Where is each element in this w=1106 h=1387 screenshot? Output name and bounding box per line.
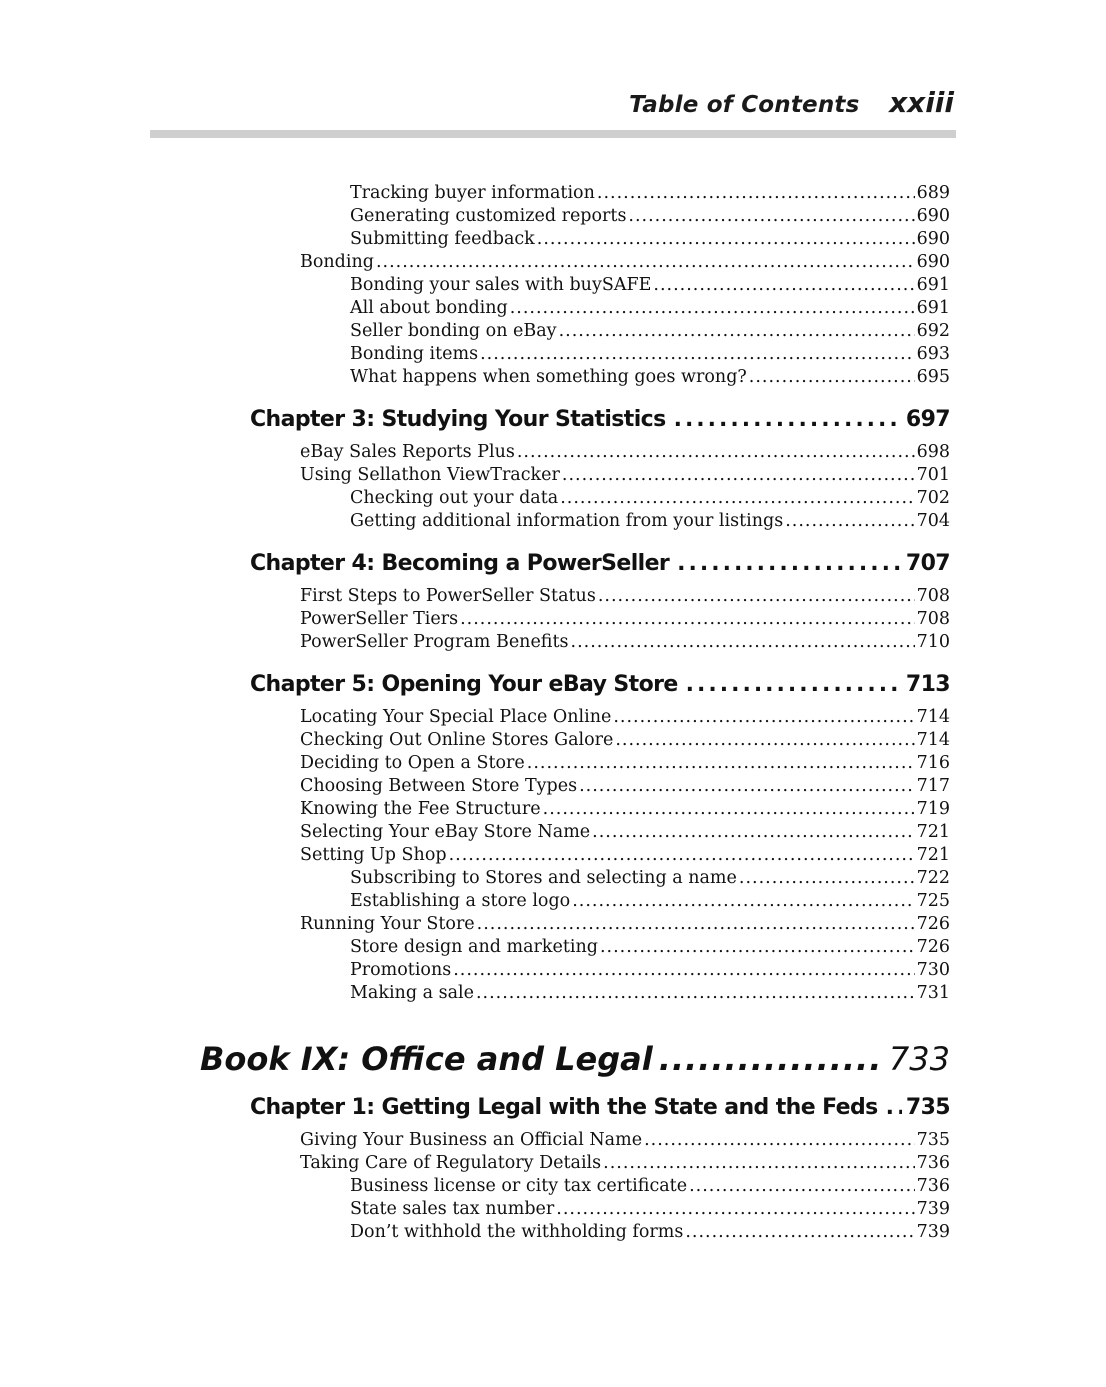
toc-entry-page: 695 bbox=[916, 367, 950, 387]
dot-leader bbox=[537, 228, 915, 251]
dot-leader bbox=[477, 913, 915, 936]
dot-leader bbox=[571, 631, 915, 654]
toc-entry-title: Setting Up Shop bbox=[300, 845, 447, 865]
toc-entry-title: Using Sellathon ViewTracker bbox=[300, 465, 560, 485]
toc-entry[interactable] bbox=[350, 182, 950, 205]
toc-entry[interactable] bbox=[350, 936, 950, 959]
dot-leader bbox=[628, 205, 914, 228]
toc-entry-page: 691 bbox=[916, 275, 950, 295]
toc-entry[interactable] bbox=[350, 487, 950, 510]
toc-entry[interactable] bbox=[350, 867, 950, 890]
toc-entry-page: 719 bbox=[916, 799, 950, 819]
dot-leader bbox=[674, 403, 902, 437]
toc-entry[interactable] bbox=[350, 959, 950, 982]
header-rule bbox=[150, 130, 956, 138]
toc-entry[interactable] bbox=[300, 844, 950, 867]
chapter-heading[interactable] bbox=[250, 1091, 950, 1125]
chapter-page: 713 bbox=[905, 672, 950, 697]
toc-entry-title: Getting additional information from your listings bbox=[350, 511, 784, 531]
dot-leader bbox=[560, 487, 914, 510]
toc-entry[interactable] bbox=[350, 510, 950, 533]
toc-entry-page: 730 bbox=[916, 960, 950, 980]
running-head-title: Table of Contents bbox=[629, 92, 860, 118]
chapter-title: Chapter 4: Becoming a PowerSeller bbox=[250, 551, 670, 576]
dot-leader bbox=[644, 1129, 915, 1152]
toc-entry-page: 725 bbox=[916, 891, 950, 911]
dot-leader bbox=[376, 251, 915, 274]
toc-entry-page: 736 bbox=[916, 1153, 950, 1173]
dot-leader bbox=[659, 1033, 879, 1085]
toc-entry-page: 714 bbox=[916, 707, 950, 727]
dot-leader bbox=[579, 775, 915, 798]
dot-leader bbox=[517, 441, 915, 464]
dot-leader bbox=[686, 668, 902, 702]
toc-entry-page: 689 bbox=[916, 183, 950, 203]
toc-entry-page: 721 bbox=[916, 845, 950, 865]
toc-entry[interactable] bbox=[350, 366, 950, 389]
toc-entry[interactable] bbox=[350, 1198, 950, 1221]
dot-leader bbox=[559, 320, 915, 343]
toc-entry-page: 710 bbox=[916, 632, 950, 652]
toc-entry[interactable] bbox=[350, 343, 950, 366]
dot-leader bbox=[562, 464, 915, 487]
chapter-heading[interactable] bbox=[250, 547, 950, 581]
toc-entry-title: All about bonding bbox=[350, 298, 508, 318]
book-heading[interactable] bbox=[200, 1033, 950, 1085]
toc-entry-title: Locating Your Special Place Online bbox=[300, 707, 612, 727]
toc-entry-title: Bonding your sales with buySAFE bbox=[350, 275, 652, 295]
toc-entry-title: Making a sale bbox=[350, 983, 474, 1003]
toc-entry-page: 739 bbox=[916, 1222, 950, 1242]
toc-entry-page: 717 bbox=[916, 776, 950, 796]
toc-entry[interactable] bbox=[300, 631, 950, 654]
toc-entry[interactable] bbox=[300, 608, 950, 631]
toc-entry-title: Knowing the Fee Structure bbox=[300, 799, 541, 819]
chapter-page: 707 bbox=[905, 551, 950, 576]
toc-entry-page: 735 bbox=[916, 1130, 950, 1150]
toc-entry-title: Subscribing to Stores and selecting a name bbox=[350, 868, 737, 888]
dot-leader bbox=[527, 752, 915, 775]
toc-entry-title: Taking Care of Regulatory Details bbox=[300, 1153, 602, 1173]
toc-entry-page: 691 bbox=[916, 298, 950, 318]
toc-entry-page: 693 bbox=[916, 344, 950, 364]
dot-leader bbox=[480, 343, 915, 366]
dot-leader bbox=[613, 706, 914, 729]
toc-entry-title: Tracking buyer information bbox=[350, 183, 595, 203]
dot-leader bbox=[510, 297, 915, 320]
toc-entry[interactable] bbox=[350, 890, 950, 913]
dot-leader bbox=[460, 608, 914, 631]
toc-entry[interactable] bbox=[350, 1221, 950, 1244]
dot-leader bbox=[543, 798, 915, 821]
dot-leader bbox=[449, 844, 915, 867]
chapter-page: 735 bbox=[905, 1095, 950, 1120]
toc-entry-title: Seller bonding on eBay bbox=[350, 321, 557, 341]
toc-entry-page: 731 bbox=[916, 983, 950, 1003]
toc-entry[interactable] bbox=[300, 464, 950, 487]
toc-entry-title: Checking Out Online Stores Galore bbox=[300, 730, 614, 750]
toc-entry-page: 690 bbox=[916, 206, 950, 226]
dot-leader bbox=[689, 1175, 915, 1198]
dot-leader bbox=[598, 585, 915, 608]
dot-leader bbox=[600, 936, 915, 959]
toc-entry-page: 690 bbox=[916, 229, 950, 249]
toc-entry[interactable] bbox=[350, 982, 950, 1005]
toc-entry[interactable] bbox=[300, 798, 950, 821]
toc-entry[interactable] bbox=[300, 821, 950, 844]
toc-entry-page: 736 bbox=[916, 1176, 950, 1196]
toc-entry[interactable] bbox=[300, 729, 950, 752]
toc-entry-page: 726 bbox=[916, 937, 950, 957]
toc-entry-page: 708 bbox=[916, 586, 950, 606]
toc-entry-title: Business license or city tax certificate bbox=[350, 1176, 688, 1196]
dot-leader bbox=[685, 1221, 914, 1244]
toc-entry-page: 716 bbox=[916, 753, 950, 773]
dot-leader bbox=[739, 867, 915, 890]
dot-leader bbox=[556, 1198, 914, 1221]
toc-entry-title: Promotions bbox=[350, 960, 452, 980]
dot-leader bbox=[653, 274, 914, 297]
toc-entry-title: Establishing a store logo bbox=[350, 891, 571, 911]
dot-leader bbox=[603, 1152, 914, 1175]
toc-entry-title: Bonding items bbox=[350, 344, 479, 364]
toc-entry-title: Submitting feedback bbox=[350, 229, 535, 249]
toc-entry[interactable] bbox=[300, 706, 950, 729]
toc-entry-page: 692 bbox=[916, 321, 950, 341]
toc-entry-title: Bonding bbox=[300, 252, 374, 272]
toc-entry[interactable] bbox=[300, 913, 950, 936]
toc-entry-title: Store design and marketing bbox=[350, 937, 598, 957]
toc-entry-title: Giving Your Business an Official Name bbox=[300, 1130, 643, 1150]
chapter-title: Chapter 5: Opening Your eBay Store bbox=[250, 672, 678, 697]
chapter-title: Chapter 1: Getting Legal with the State and the Feds bbox=[250, 1095, 878, 1120]
dot-leader bbox=[572, 890, 914, 913]
chapter-heading[interactable] bbox=[250, 403, 950, 437]
book-title: Book IX: Office and Legal bbox=[200, 1040, 653, 1078]
toc-entry[interactable] bbox=[350, 1175, 950, 1198]
toc-entry-page: 708 bbox=[916, 609, 950, 629]
toc-entry[interactable] bbox=[350, 320, 950, 343]
toc-entry-title: Running Your Store bbox=[300, 914, 475, 934]
dot-leader bbox=[592, 821, 914, 844]
toc-entry[interactable] bbox=[300, 1152, 950, 1175]
toc-entry-title: eBay Sales Reports Plus bbox=[300, 442, 515, 462]
toc-entry-title: Don’t withhold the withholding forms bbox=[350, 1222, 684, 1242]
toc-entry-page: 690 bbox=[916, 252, 950, 272]
toc-entry-page: 704 bbox=[916, 511, 950, 531]
toc-entry[interactable] bbox=[350, 205, 950, 228]
toc-entry-title: State sales tax number bbox=[350, 1199, 555, 1219]
toc-entry-title: What happens when something goes wrong? bbox=[350, 367, 747, 387]
dot-leader bbox=[615, 729, 914, 752]
toc-entry-title: Selecting Your eBay Store Name bbox=[300, 822, 591, 842]
table-of-contents bbox=[0, 182, 1106, 1244]
chapter-heading[interactable] bbox=[250, 668, 950, 702]
chapter-title: Chapter 3: Studying Your Statistics bbox=[250, 407, 666, 432]
toc-entry[interactable] bbox=[300, 752, 950, 775]
toc-entry[interactable] bbox=[300, 441, 950, 464]
toc-entry[interactable] bbox=[350, 297, 950, 320]
dot-leader bbox=[886, 1091, 902, 1125]
dot-leader bbox=[453, 959, 914, 982]
toc-entry-page: 721 bbox=[916, 822, 950, 842]
toc-entry[interactable] bbox=[300, 775, 950, 798]
toc-entry-title: PowerSeller Program Benefits bbox=[300, 632, 569, 652]
toc-entry[interactable] bbox=[350, 274, 950, 297]
chapter-page: 697 bbox=[905, 407, 950, 432]
toc-entry-page: 698 bbox=[916, 442, 950, 462]
dot-leader bbox=[677, 547, 902, 581]
dot-leader bbox=[785, 510, 914, 533]
toc-entry-page: 714 bbox=[916, 730, 950, 750]
toc-entry-title: Choosing Between Store Types bbox=[300, 776, 578, 796]
toc-entry[interactable] bbox=[350, 228, 950, 251]
book-page: 733 bbox=[888, 1040, 950, 1078]
running-head bbox=[629, 86, 954, 119]
page-number: xxiii bbox=[889, 86, 954, 119]
toc-entry[interactable] bbox=[300, 251, 950, 274]
dot-leader bbox=[749, 366, 915, 389]
toc-entry-title: First Steps to PowerSeller Status bbox=[300, 586, 596, 606]
toc-entry-title: PowerSeller Tiers bbox=[300, 609, 459, 629]
toc-entry-page: 701 bbox=[916, 465, 950, 485]
toc-entry-page: 702 bbox=[916, 488, 950, 508]
dot-leader bbox=[597, 182, 915, 205]
toc-entry-page: 739 bbox=[916, 1199, 950, 1219]
toc-entry-page: 726 bbox=[916, 914, 950, 934]
dot-leader bbox=[476, 982, 915, 1005]
toc-entry-title: Deciding to Open a Store bbox=[300, 753, 525, 773]
toc-entry[interactable] bbox=[300, 585, 950, 608]
toc-entry-title: Checking out your data bbox=[350, 488, 559, 508]
toc-entry-title: Generating customized reports bbox=[350, 206, 627, 226]
toc-entry[interactable] bbox=[300, 1129, 950, 1152]
toc-entry-page: 722 bbox=[916, 868, 950, 888]
